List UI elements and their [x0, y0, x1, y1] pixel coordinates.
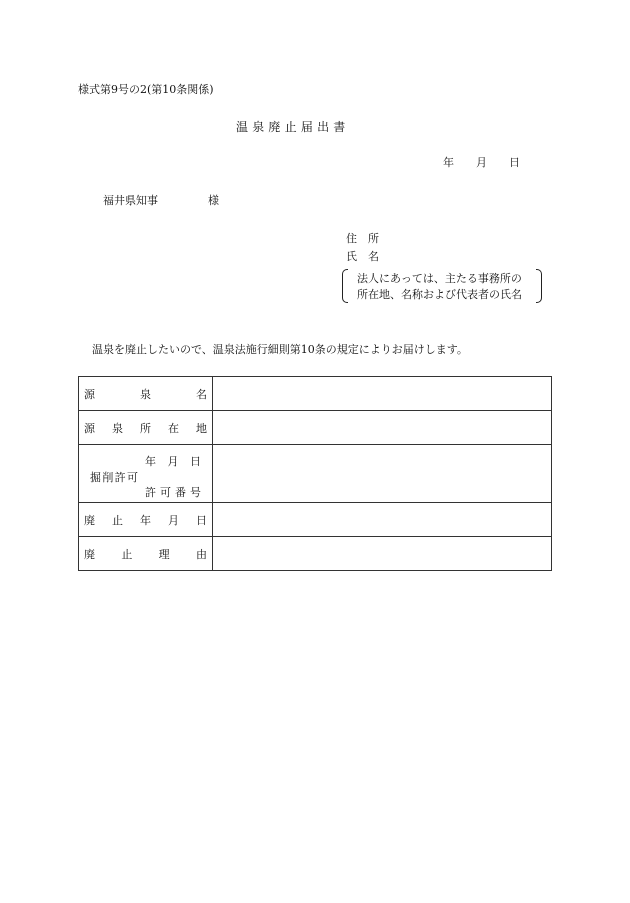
label-char: 廃 — [84, 513, 95, 527]
spring-name-label — [79, 377, 213, 411]
label-char: 許 — [145, 486, 156, 499]
table-row — [79, 377, 552, 411]
form-number: 様式第9号の2(第10条関係) — [78, 83, 214, 96]
label-char: 年 — [145, 455, 156, 468]
label-char: 源 — [84, 387, 95, 401]
left-bracket — [342, 269, 348, 303]
label-char: 理 — [158, 547, 170, 561]
spring-location-label — [79, 411, 213, 445]
statement-text: 温泉を廃止したいので、温泉法施行細則第10条の規定によりお届けします。 — [92, 343, 468, 356]
table-row — [79, 411, 552, 445]
addressee-honorific: 様 — [208, 194, 219, 207]
label-char: 止 — [112, 513, 123, 527]
document-title: 温 泉 廃 止 届 出 書 — [236, 120, 346, 134]
label-char: 月 — [167, 455, 179, 468]
spring-location-field[interactable] — [213, 411, 552, 445]
label-char: 可 — [126, 471, 138, 484]
label-char: 地 — [196, 421, 207, 435]
label-char: 名 — [196, 387, 207, 401]
drilling-permit-mainlabel — [90, 469, 138, 485]
label-char: 月 — [168, 513, 179, 527]
label-char: 日 — [196, 513, 207, 527]
spring-name-field[interactable] — [213, 377, 552, 411]
label-char: 在 — [168, 421, 179, 435]
date-line: 年 月 日 — [443, 156, 520, 169]
label-char: 番 — [175, 486, 186, 499]
label-char: 所 — [140, 421, 151, 435]
address-label: 住 所 — [346, 232, 379, 245]
label-char: 廃 — [84, 547, 95, 561]
closure-date-label — [79, 503, 213, 537]
label-char: 掘 — [90, 471, 101, 484]
table-row — [79, 503, 552, 537]
corporate-note — [342, 269, 542, 303]
label-char: 由 — [195, 547, 207, 561]
name-label: 氏 名 — [346, 250, 379, 263]
label-char: 許 — [114, 471, 126, 484]
right-bracket — [536, 269, 542, 303]
label-char: 日 — [190, 455, 201, 468]
label-char: 削 — [102, 471, 114, 484]
addressee-name: 福井県知事 — [103, 194, 158, 207]
permit-number-sublabel — [145, 484, 201, 500]
table-row — [79, 537, 552, 571]
closure-date-field[interactable] — [213, 503, 552, 537]
drilling-permit-field[interactable] — [213, 445, 552, 503]
label-char: 年 — [140, 513, 151, 527]
closure-reason-label — [79, 537, 213, 571]
permit-date-sublabel — [145, 453, 201, 469]
closure-reason-field[interactable] — [213, 537, 552, 571]
label-char: 泉 — [112, 421, 123, 435]
label-char: 号 — [190, 486, 201, 499]
corporate-note-line-2: 所在地、名称および代表者の氏名 — [357, 288, 522, 301]
label-char: 源 — [84, 421, 95, 435]
corporate-note-line-1: 法人にあっては、主たる事務所の — [357, 272, 522, 285]
label-char: 泉 — [140, 387, 151, 401]
form-table — [78, 376, 552, 571]
label-char: 可 — [160, 486, 171, 499]
label-char: 止 — [121, 547, 133, 561]
drilling-permit-label — [79, 445, 213, 503]
table-row — [79, 445, 552, 503]
